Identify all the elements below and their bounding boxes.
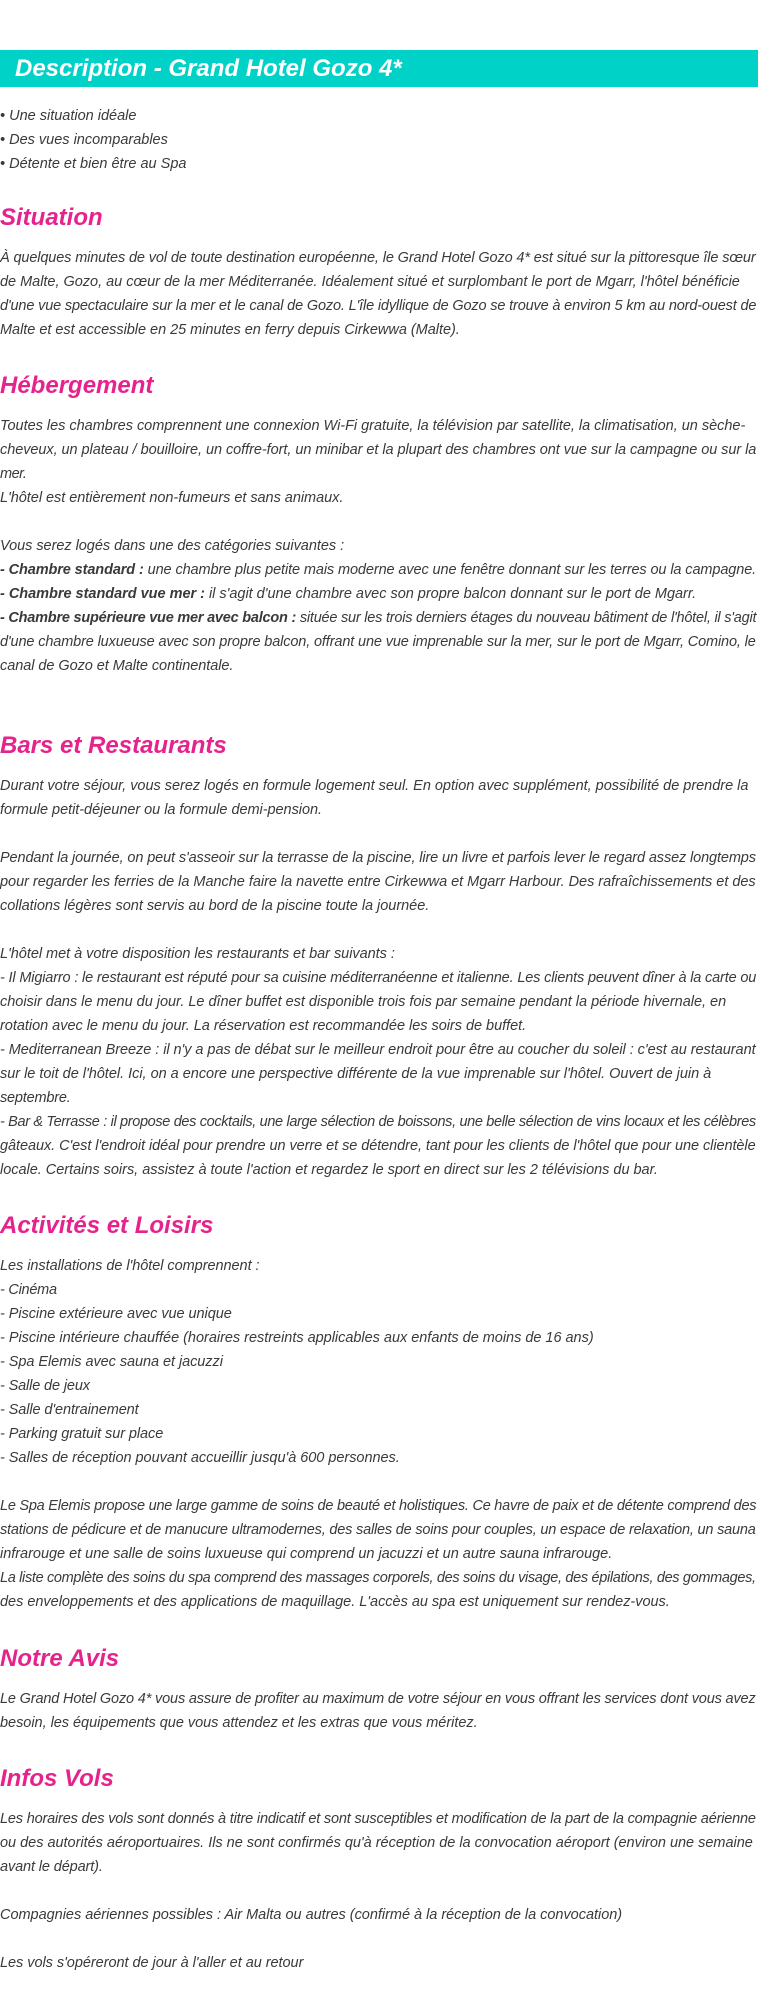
text-line: formule petit-déjeuner ou la formule demi-pension.: [0, 802, 323, 818]
room-category-label: - Chambre supérieure vue mer avec balcon :: [0, 610, 297, 626]
list-item: - Piscine intérieure chauffée (horaires restreints applicables aux enfants de moins de 16 ans): [0, 1330, 594, 1346]
section-heading-activites: Activités et Loisirs: [0, 1212, 214, 1239]
text-line: d'une vue spectaculaire sur la mer et le canal de Gozo. L'île idyllique de Gozo se trouve à environ 5 km au nord-ouest de: [0, 298, 757, 314]
section-heading-vols: Infos Vols: [0, 1765, 114, 1792]
section-heading-avis: Notre Avis: [0, 1645, 120, 1672]
vols-text: [0, 1807, 758, 1975]
list-item: Les installations de l'hôtel comprennent :: [0, 1258, 260, 1274]
highlight-item: • Des vues incomparables: [0, 132, 168, 148]
text-line: - Bar & Terrasse : il propose des cocktails, une large sélection de boissons, une belle sélection de vins locaux et les célèbres: [0, 1114, 756, 1130]
text-line: des enveloppements et des applications de maquillage. L'accès au spa est uniquement sur rendez-vous.: [0, 1594, 670, 1610]
text-line: - Mediterranean Breeze : il n'y a pas de débat sur le meilleur endroit pour être au coucher du soleil : c'est au restaurant: [0, 1042, 756, 1058]
list-item: - Spa Elemis avec sauna et jacuzzi: [0, 1354, 223, 1370]
text-line: de Malte, Gozo, au cœur de la mer Méditerranée. Idéalement situé et surplombant le port de Mgarr, l'hôtel bénéficie: [0, 274, 740, 290]
room-category-superior: [0, 606, 758, 630]
text-line: Vous serez logés dans une des catégories suivantes :: [0, 538, 345, 554]
room-category-desc: une chambre plus petite mais moderne avec une fenêtre donnant sur les terres ou la campagne.: [143, 562, 757, 578]
section-heading-bars: Bars et Restaurants: [0, 732, 227, 759]
text-line: Malte et est accessible en 25 minutes en ferry depuis Cirkewwa (Malte).: [0, 322, 460, 338]
text-line: Durant votre séjour, vous serez logés en formule logement seul. En option avec supplément, possibilité de prendre la: [0, 778, 749, 794]
text-line: L'hôtel met à votre disposition les restaurants et bar suivants :: [0, 946, 395, 962]
text-line: stations de pédicure et de manucure ultramodernes, des salles de soins pour couples, un espace de relaxation, un sauna: [0, 1522, 756, 1538]
text-line: pour regarder les ferries de la Manche faire la navette entre Cirkewwa et Mgarr Harbour. Des rafraîchissements et des: [0, 874, 756, 890]
activites-text: [0, 1254, 758, 1614]
situation-text: [0, 246, 758, 342]
text-line: mer.: [0, 466, 27, 482]
section-heading-situation: Situation: [0, 204, 103, 231]
hebergement-text: [0, 414, 758, 678]
page-title: Description - Grand Hotel Gozo 4*: [0, 50, 758, 87]
text-line: choisir dans le menu du jour. Le dîner buffet est disponible trois fois par semaine pendant la période hivernale, en: [0, 994, 727, 1010]
text-line: La liste complète des soins du spa comprend des massages corporels, des soins du visage, des épilations, des gommages,: [0, 1570, 756, 1586]
list-item: - Piscine extérieure avec vue unique: [0, 1306, 232, 1322]
text-line: rotation avec le menu du jour. La réservation est recommandée les soirs de buffet.: [0, 1018, 527, 1034]
room-category-standard: [0, 558, 758, 582]
list-item: - Parking gratuit sur place: [0, 1426, 164, 1442]
text-line: Le Spa Elemis propose une large gamme de soins de beauté et holistiques. Ce havre de paix et de détente comprend des: [0, 1498, 757, 1514]
room-category-label: - Chambre standard vue mer :: [0, 586, 205, 602]
text-line: d'une chambre luxueuse avec son propre balcon, offrant une vue imprenable sur la mer, sur le port de Mgarr, Comino, le: [0, 634, 756, 650]
text-line: besoin, les équipements que vous attendez et les extras que vous méritez.: [0, 1715, 478, 1731]
text-line: Toutes les chambres comprennent une connexion Wi-Fi gratuite, la télévision par satellite, la climatisation, un sèche-: [0, 418, 746, 434]
highlights-list: [0, 104, 758, 176]
text-line: Le Grand Hotel Gozo 4* vous assure de profiter au maximum de votre séjour en vous offrant les services dont vous avez: [0, 1691, 756, 1707]
list-item: - Salle de jeux: [0, 1378, 90, 1394]
highlight-item: • Une situation idéale: [0, 108, 137, 124]
text-line: Compagnies aériennes possibles : Air Malta ou autres (confirmé à la réception de la convocation): [0, 1907, 623, 1923]
room-category-standard-sea-view: [0, 582, 758, 606]
text-line: L'hôtel est entièrement non-fumeurs et sans animaux.: [0, 490, 344, 506]
text-line: locale. Certains soirs, assistez à toute l'action et regardez le sport en direct sur les 2 télévisions du bar.: [0, 1162, 658, 1178]
list-item: - Cinéma: [0, 1282, 57, 1298]
text-line: sur le toit de l'hôtel. Ici, on a encore une perspective différente de la vue imprenable sur l'hôtel. Ouvert de juin à: [0, 1066, 712, 1082]
highlight-item: • Détente et bien être au Spa: [0, 156, 187, 172]
bars-text: [0, 774, 758, 1182]
text-line: ou des autorités aéroportuaires. Ils ne sont confirmés qu'à réception de la convocation aéroport (environ une semaine: [0, 1835, 753, 1851]
text-line: collations légères sont servis au bord de la piscine toute la journée.: [0, 898, 430, 914]
avis-text: [0, 1687, 758, 1735]
text-line: Les horaires des vols sont donnés à titre indicatif et sont susceptibles et modification de la part de la compagnie aérienne: [0, 1811, 756, 1827]
text-line: cheveux, un plateau / bouilloire, un coffre-fort, un minibar et la plupart des chambres ont vue sur la campagne ou sur la: [0, 442, 757, 458]
room-category-label: - Chambre standard :: [0, 562, 144, 578]
text-line: Pendant la journée, on peut s'asseoir sur la terrasse de la piscine, lire un livre et parfois lever le regard assez longtemps: [0, 850, 756, 866]
text-line: septembre.: [0, 1090, 71, 1106]
text-line: - Il Migiarro : le restaurant est réputé pour sa cuisine méditerranéenne et italienne. Les clients peuvent dîner à la carte ou: [0, 970, 757, 986]
room-category-desc: il s'agit d'une chambre avec son propre balcon donnant sur le port de Mgarr.: [204, 586, 697, 602]
room-category-desc: située sur les trois derniers étages du nouveau bâtiment de l'hôtel, il s'agit: [296, 610, 757, 626]
list-item: - Salles de réception pouvant accueillir jusqu'à 600 personnes.: [0, 1450, 400, 1466]
text-line: À quelques minutes de vol de toute destination européenne, le Grand Hotel Gozo 4* est situé sur la pittoresque île sœur: [0, 250, 756, 266]
text-line: gâteaux. C'est l'endroit idéal pour prendre un verre et se détendre, tant pour les clients de l'hôtel que pour une clientèle: [0, 1138, 756, 1154]
text-line: avant le départ).: [0, 1859, 103, 1875]
text-line: canal de Gozo et Malte continentale.: [0, 658, 234, 674]
section-heading-hebergement: Hébergement: [0, 372, 154, 399]
text-line: Les vols s'opéreront de jour à l'aller et au retour: [0, 1955, 304, 1971]
list-item: - Salle d'entrainement: [0, 1402, 139, 1418]
text-line: infrarouge et une salle de soins luxueuse qui comprend un jacuzzi et un autre sauna infrarouge.: [0, 1546, 613, 1562]
